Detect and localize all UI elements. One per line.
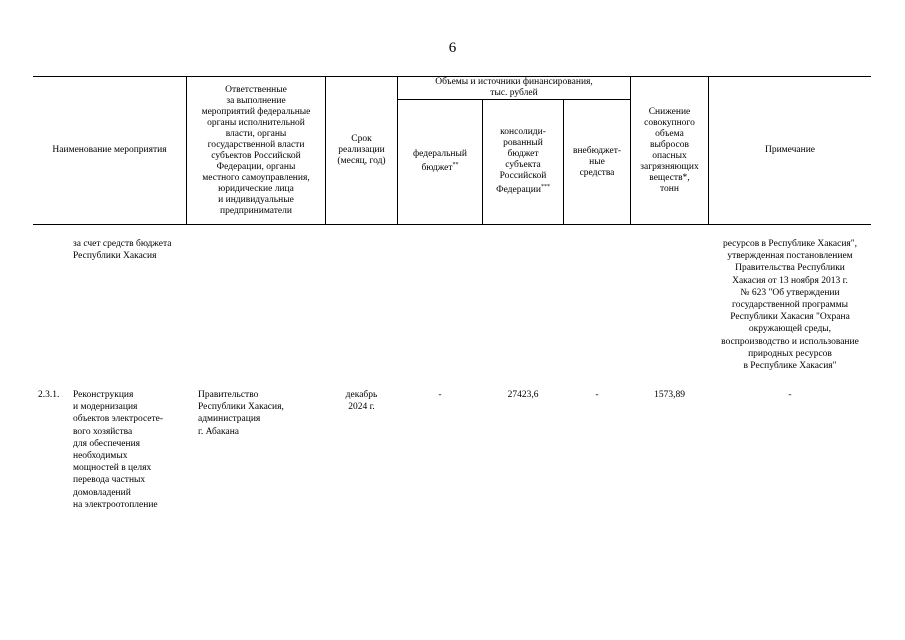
row-federal: - [438,390,442,400]
row-responsible: Правительство Республики Хакасия, администрация г. Абакана [198,390,284,437]
row-number: 2.3.1. [38,390,60,400]
table-header [33,76,871,225]
header-funding-group: Объемы и источники финансирования, тыс. рублей [435,77,593,98]
header-term: Срок реализации (месяц, год) [337,134,386,166]
row-reduction: 1573,89 [654,390,685,400]
header-note: Примечание [764,145,816,155]
continuation-left-text: за счет средств бюджета Республики Хакасия [73,239,172,262]
page-number: 6 [448,40,457,56]
header-name: Наименование мероприятия [52,145,167,155]
header-offbudget: внебюджет- ные средства [572,145,622,178]
row-offbudget: - [595,390,599,400]
header-responsible: Ответственные за выполнение мероприятий федеральные органы исполнительной власти, органы государственной власти субъектов Российской Федерации, органы местного самоуправления, юридические лица и индивидуальные предприниматели [201,84,311,216]
header-federal: федеральный бюджет** [413,149,467,174]
row-note: - [788,390,792,400]
row-name: Реконструкция и модернизация объектов электросете- вого хозяйства для обеспечения необходимых мощностей в целях перевода частных домовладений на электроотопление [73,390,164,510]
row-term: декабрь 2024 г. [345,390,378,413]
header-bottom-rule [33,224,871,225]
row-consolidated: 27423,6 [507,390,539,400]
header-reduction: Снижение совокупного объема выбросов опасных загрязняющих веществ*, тонн [640,106,699,194]
header-consolidated: консолиди- рованный бюджет субъекта Российской Федерации*** [496,127,550,196]
continuation-note-text: ресурсов в Республике Хакасия", утвержденная постановлением Правительства Республики Хакасия от 13 ноября 2013 г. № 623 "Об утверждении государственной программы Республики Хакасия "Охрана окружающей среды, воспроизводство и использование природных ресурсов в Республике Хакасия" [721,239,859,372]
